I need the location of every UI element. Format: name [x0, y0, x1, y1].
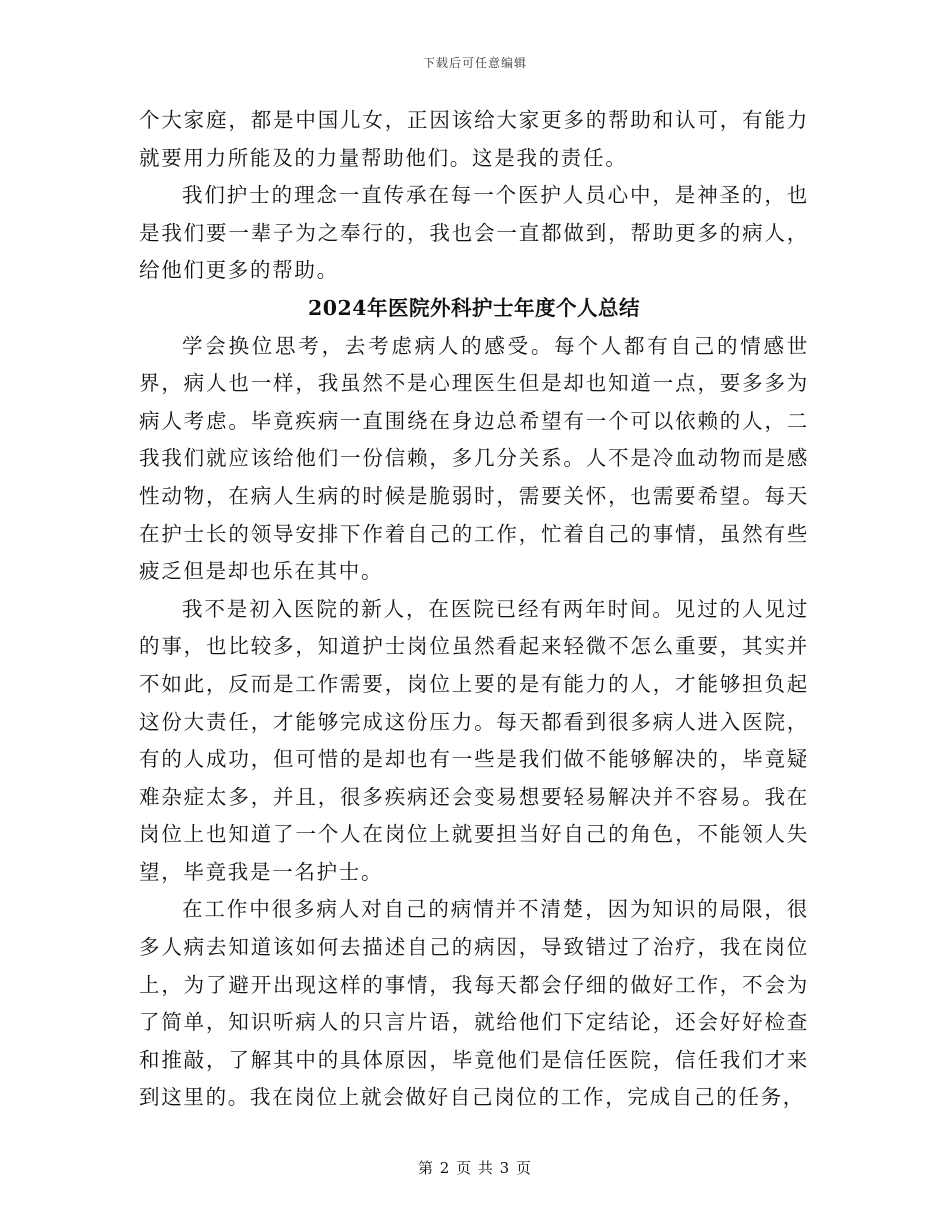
document-body	[139, 102, 809, 1117]
paragraph-nurse-philosophy: 我们护士的理念一直传承在每一个医护人员心中，是神圣的，也是我们要一辈子为之奉行的，我也会一直都做到，帮助更多的病人，给他们更多的帮助。	[139, 183, 809, 283]
section-heading: 2024年医院外科护士年度个人总结	[307, 295, 641, 320]
page-header: 下载后可任意编辑	[422, 56, 527, 70]
page-number: 第 2 页 共 3 页	[418, 1159, 532, 1177]
paragraph-diagnosis: 在工作中很多病人对自己的病情并不清楚，因为知识的局限，很多人病去知道该如何去描述自己的病因，导致错过了治疗，我在岗位上，为了避开出现这样的事情，我每天都会仔细的做好工作，不会为了简单，知识听病人的只言片语，就给他们下定结论，还会好好检查和推敲，了解其中的具体原因，毕竟他们是信任医院，信任我们才来到这里的。我在岗位上就会做好自己岗位的工作，完成自己的任务，	[139, 897, 809, 1110]
paragraph-continued: 个大家庭，都是中国儿女，正因该给大家更多的帮助和认可，有能力就要用力所能及的力量帮助他们。这是我的责任。	[139, 108, 809, 170]
paragraph-experience: 我不是初入医院的新人，在医院已经有两年时间。见过的人见过的事，也比较多，知道护士岗位虽然看起来轻微不怎么重要，其实并不如此，反而是工作需要，岗位上要的是有能力的人，才能够担负起这份大责任，才能够完成这份压力。每天都看到很多病人进入医院，有的人成功，但可惜的是却也有一些是我们做不能够解决的，毕竟疑难杂症太多，并且，很多疾病还会变易想要轻易解决并不容易。我在岗位上也知道了一个人在岗位上就要担当好自己的角色，不能领人失望，毕竟我是一名护士。	[139, 596, 809, 884]
paragraph-empathy: 学会换位思考，去考虑病人的感受。每个人都有自己的情感世界，病人也一样，我虽然不是心理医生但是却也知道一点，要多多为病人考虑。毕竟疾病一直围绕在身边总希望有一个可以依赖的人，二我我们就应该给他们一份信赖，多几分关系。人不是冷血动物而是感性动物，在病人生病的时候是脆弱时，需要关怀，也需要希望。每天在护士长的领导安排下作着自己的工作，忙着自己的事情，虽然有些疲乏但是却也乐在其中。	[139, 333, 809, 584]
